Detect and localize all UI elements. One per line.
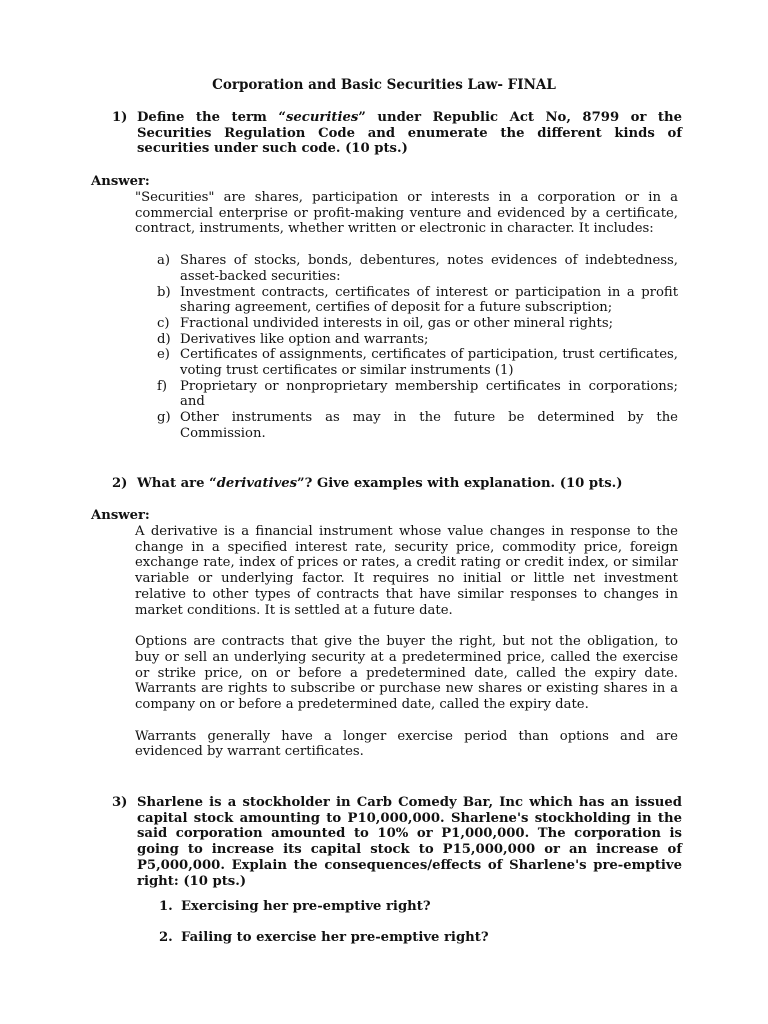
question-2-number: 2) [112, 476, 128, 491]
question-3-sub-1-number: 1. [159, 899, 173, 914]
answer-1 [135, 190, 678, 442]
question-2-pre: What are “ [137, 476, 217, 491]
answer-1-label: Answer: [91, 174, 150, 189]
question-3-sub-1 [159, 899, 431, 915]
question-1-pre: Define the term “ [137, 110, 286, 125]
list-item-marker: d) [157, 331, 171, 347]
answer-2-paragraph-3: Warrants generally have a longer exercise period than options and are evidenced by warrant certificates. [135, 728, 678, 760]
list-item-marker: c) [157, 315, 170, 331]
list-item [135, 410, 678, 441]
question-2-text [137, 476, 682, 492]
question-1-text [137, 110, 682, 157]
list-item-text: Fractional undivided interests in oil, gas or other mineral rights; [180, 315, 614, 331]
list-item [135, 253, 678, 284]
question-3-number: 3) [112, 795, 128, 810]
list-item-text: Other instruments as may in the future be determined by the Commission. [180, 410, 678, 441]
question-3-sub-2 [159, 930, 489, 946]
list-item-marker: e) [157, 347, 170, 363]
answer-2-label: Answer: [91, 508, 150, 523]
securities-list [135, 253, 678, 441]
question-2 [112, 476, 682, 492]
list-item-text: Proprietary or nonproprietary membership certificates in corporations; and [180, 378, 678, 410]
answer-1-intro: "Securities" are shares, participation or interests in a corporation or in a commercial enterprise or profit-making venture and evidenced by a certificate, contract, instruments, whether written or electronic in character. It includes: [135, 190, 678, 237]
list-item-marker: a) [157, 253, 171, 269]
list-item [135, 379, 678, 410]
question-3-sub-2-text: Failing to exercise her pre-emptive right? [181, 930, 489, 945]
answer-2-paragraph-1: A derivative is a financial instrument whose value changes in response to the change in a specified interest rate, security price, commodity price, foreign exchange rate, index of prices or rates, a credit rating or credit index, or similar variable or underlying factor. It requires no initial or little net investment relative to other types of contracts that have similar responses to changes in market conditions. It is settled at a future date. [135, 524, 678, 618]
question-1-number: 1) [112, 110, 128, 125]
answer-2 [135, 524, 678, 760]
list-item-text: Derivatives like option and warrants; [180, 331, 429, 347]
list-item-marker: f) [157, 378, 168, 394]
question-3-text: Sharlene is a stockholder in Carb Comedy Bar, Inc which has an issued capital stock amounting to P10,000,000. Sharlene's stockholding in the said corporation amounted to 10% or P1,000,000. The corporation is going to increase its capital stock to P15,000,000 or an increase of P5,000,000. Explain the consequences/effects of Sharlene's pre-emptive right: (10 pts.) [137, 795, 682, 889]
list-item-marker: g) [157, 410, 171, 426]
question-3 [112, 795, 682, 889]
question-1-post: ” under Republic Act No, 8799 or the Securities Regulation Code and enumerate the different kinds of securities under such code. (10 pts.) [137, 110, 682, 157]
answer-2-paragraph-2: Options are contracts that give the buyer the right, but not the obligation, to buy or sell an underlying security at a predetermined price, called the exercise or strike price, on or before a predetermined date, called the expiry date. Warrants are rights to subscribe or purchase new shares or existing shares in a company on or before a predetermined date, called the expiry date. [135, 634, 678, 713]
document-title: Corporation and Basic Securities Law- FINAL [212, 77, 556, 93]
question-2-term: derivatives [216, 476, 298, 491]
list-item [135, 285, 678, 316]
list-item [135, 347, 678, 378]
question-3-sub-2-number: 2. [159, 930, 173, 945]
question-1-term: securities [285, 110, 359, 125]
question-2-post: ”? Give examples with explanation. (10 pts.) [297, 476, 623, 491]
list-item-marker: b) [157, 284, 171, 300]
list-item-text: Investment contracts, certificates of interest or participation in a profit sharing agreement, certifies of deposit for a future subscription; [180, 284, 678, 316]
question-1 [112, 110, 682, 157]
list-item-text: Certificates of assignments, certificates of participation, trust certificates, voting trust certificates or similar instruments (1) [180, 347, 678, 379]
question-3-sub-1-text: Exercising her pre-emptive right? [181, 899, 431, 914]
list-item [135, 316, 678, 332]
list-item [135, 332, 678, 348]
list-item-text: Shares of stocks, bonds, debentures, notes evidences of indebtedness, asset-backed securities: [180, 253, 678, 284]
